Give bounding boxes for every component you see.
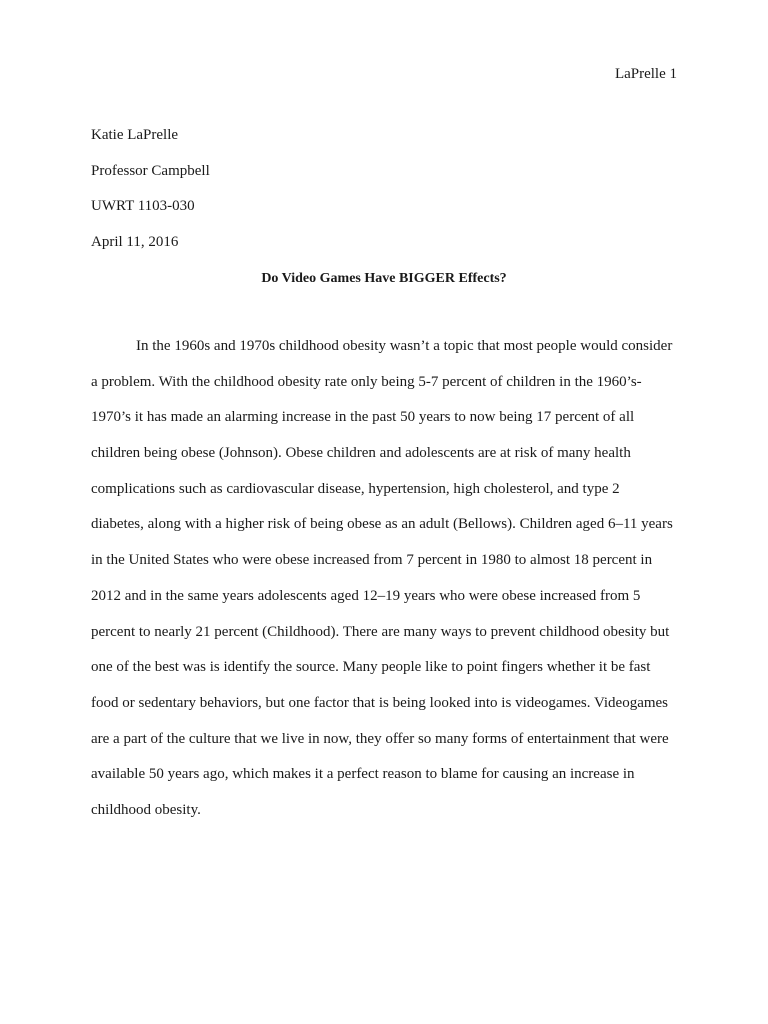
paragraph-line: diabetes, along with a higher risk of being obese as an adult (Bellows). Children aged 6–11 years <box>91 516 673 533</box>
essay-title: Do Video Games Have BIGGER Effects? <box>261 271 507 286</box>
student-name: Katie LaPrelle <box>91 127 179 143</box>
paragraph-line: available 50 years ago, which makes it a perfect reason to blame for causing an increase in <box>91 766 635 783</box>
page-header: LaPrelle 1 <box>614 66 677 82</box>
paragraph-line: percent to nearly 21 percent (Childhood). There are many ways to prevent childhood obesity but <box>91 623 670 640</box>
course-code: UWRT 1103-030 <box>91 198 195 215</box>
professor-name: Professor Campbell <box>91 162 210 179</box>
paragraph-line: a problem. With the childhood obesity rate only being 5-7 percent of children in the 1960’s- <box>91 373 642 390</box>
mla-heading <box>91 125 210 268</box>
paragraph-line: in the United States who were obese increased from 7 percent in 1980 to almost 18 percent in <box>91 552 653 569</box>
paragraph-line: 2012 and in the same years adolescents aged 12–19 years who were obese increased from 5 <box>91 587 641 604</box>
paragraph-line: In the 1960s and 1970s childhood obesity wasn’t a topic that most people would consider <box>136 338 673 354</box>
date: April 11, 2016 <box>91 234 179 251</box>
paragraph-line: are a part of the culture that we live in now, they offer so many forms of entertainment that were <box>91 730 669 747</box>
essay-paragraph <box>91 336 681 836</box>
paragraph-line: complications such as cardiovascular disease, hypertension, high cholesterol, and type 2 <box>91 480 620 497</box>
paragraph-line: childhood obesity. <box>91 801 201 818</box>
paragraph-line: one of the best was is identify the source. Many people like to point fingers whether it be fast <box>91 659 651 676</box>
paragraph-line: 1970’s it has made an alarming increase in the past 50 years to now being 17 percent of all <box>91 409 635 426</box>
paragraph-line: children being obese (Johnson). Obese children and adolescents are at risk of many health <box>91 445 631 462</box>
paragraph-line: food or sedentary behaviors, but one factor that is being looked into is videogames. Videogames <box>91 694 669 711</box>
